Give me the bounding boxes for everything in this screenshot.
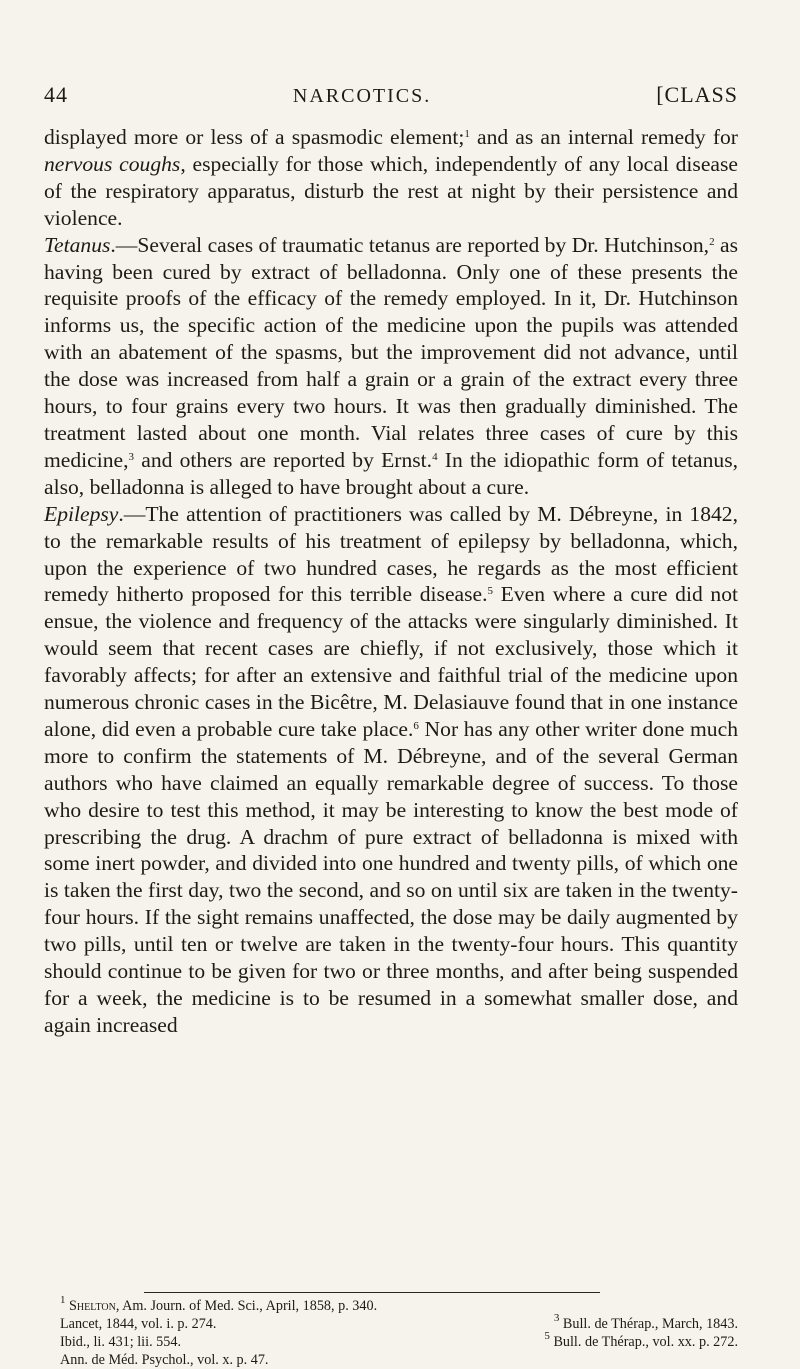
footnote-ref-3: 3 <box>128 450 135 463</box>
emphasis-nervous-coughs: nervous coughs <box>44 151 181 176</box>
footnote-5: $^5$ Bull. de Thérap., vol. xx. p. 272. <box>544 1330 738 1350</box>
footnote-ref-2: 2 <box>709 235 715 248</box>
footnote-ref-1: 1 <box>464 128 470 140</box>
footnote-row-2-3 <box>60 1312 738 1333</box>
running-title: NARCOTICS. <box>292 85 432 107</box>
footnote-divider <box>144 1292 600 1293</box>
running-header <box>44 82 738 108</box>
paragraph-epilepsy: Epilepsy.—The attention of practitioners was called by M. Débreyne, in 1842, to the remarkable results of his treatment of epilepsy by belladonna, which, upon the experience of two hundred cases, he regards as the most efficient remedy hitherto proposed for this terrible disease.$^5$ Even where a cure did not ensue, the violence and frequency of the attacks were singularly diminished. It would seem that recent cases are chiefly, if not exclusively, those which it favorably affects; for after an extensive and faithful trial of the medicine upon numerous chronic cases in the Bicêtre, M. Delasiauve found that in one instance alone, did even a probable cure take place.$^6$ Nor has any other writer done much more to confirm the statements of M. Débreyne, and of the several German authors who have claimed an equally remarkable degree of success. To those who desire to test this method, it may be interesting to know the best mode of prescribing the drug. A drachm of pure extract of belladonna is mixed with some inert powder, and divided into one hundred and twenty pills, of which one is taken the first day, two the second, and so on until six are taken in the twenty-four hours. If the sight remains unaffected, the dose may be daily augmented by two pills, until ten or twelve are taken in the twenty-four hours. This quantity should continue to be given for two or three months, and after being suspended for a week, the medicine is to be resumed in a somewhat smaller dose, and again increased <box>44 501 739 1037</box>
footnote-4: Ibid., li. 431; lii. 554. <box>60 1334 181 1350</box>
footnote-ref-4: 4 <box>432 450 438 463</box>
section-heading-tetanus: Tetanus <box>44 232 111 257</box>
footnote-2: Lancet, 1844, vol. i. p. 274. <box>60 1316 217 1332</box>
footnote-1: $^1$ Shelton, Am. Journ. of Med. Sci., April, 1858, p. 340. <box>60 1294 378 1314</box>
footnote-ref-6: 6 <box>413 719 419 732</box>
footnote-ref-5: 5 <box>487 585 494 598</box>
footnote-row-4-5 <box>60 1330 738 1351</box>
class-label: [CLASS <box>656 82 738 107</box>
page-number: 44 <box>44 82 68 107</box>
paragraph-tetanus: Tetanus.—Several cases of traumatic tetanus are reported by Dr. Hutchinson,$^2$ as having been cured by extract of belladonna. Only one of these presents the requisite proofs of the efficacy of the remedy employed. In it, Dr. Hutchinson informs us, the specific action of the medicine upon the pupils was attended with an abatement of the spasms, but the improvement did not advance, until the dose was increased from half a grain or a grain of the extract every three hours, to four grains every two hours. It was then gradually diminished. The treatment lasted about one month. Vial relates three cases of cure by this medicine,$^3$ and others are reported by Ernst.$^4$ In the idiopathic form of tetanus, also, belladonna is alleged to have brought about a cure. <box>44 232 738 499</box>
footnotes <box>60 1294 738 1369</box>
paragraph-coughs: displayed more or less of a spasmodic element;$^1$ and as an internal remedy for nervous coughs, especially for those which, independently of any local disease of the respiratory apparatus, disturb the rest at night by their persistence and violence. <box>44 125 738 230</box>
footnote-6: Ann. de Méd. Psychol., vol. x. p. 47. <box>60 1352 269 1368</box>
footnote-3: $^3$ Bull. de Thérap., March, 1843. <box>553 1312 738 1332</box>
section-heading-epilepsy: Epilepsy <box>44 501 119 526</box>
body-text <box>44 124 738 1039</box>
